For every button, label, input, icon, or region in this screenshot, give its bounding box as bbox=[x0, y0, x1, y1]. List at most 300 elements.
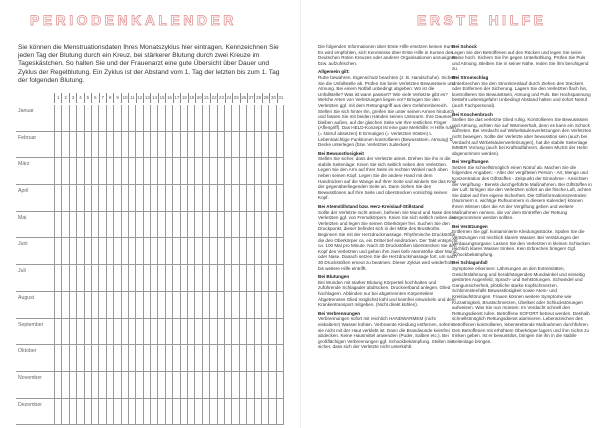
day-cell[interactable] bbox=[69, 399, 76, 425]
day-cell[interactable] bbox=[254, 345, 261, 371]
day-cell[interactable] bbox=[98, 372, 105, 398]
day-cell[interactable] bbox=[187, 372, 194, 398]
day-cell[interactable] bbox=[98, 265, 105, 291]
day-cell[interactable] bbox=[254, 399, 261, 425]
day-cell[interactable] bbox=[54, 238, 61, 264]
day-cell[interactable] bbox=[261, 185, 268, 211]
day-cell[interactable] bbox=[165, 212, 172, 238]
day-cell[interactable] bbox=[135, 345, 142, 371]
day-cell[interactable] bbox=[121, 319, 128, 345]
day-cell[interactable] bbox=[121, 372, 128, 398]
day-cell[interactable] bbox=[135, 265, 142, 291]
day-cell[interactable] bbox=[113, 319, 120, 345]
day-cell[interactable] bbox=[194, 212, 201, 238]
day-cell[interactable] bbox=[254, 132, 261, 158]
day-cell[interactable] bbox=[224, 132, 231, 158]
day-cell[interactable] bbox=[261, 212, 268, 238]
day-cell[interactable] bbox=[261, 132, 268, 158]
day-cell[interactable] bbox=[61, 292, 68, 318]
day-cell[interactable] bbox=[121, 265, 128, 291]
day-cell[interactable] bbox=[150, 292, 157, 318]
day-cell[interactable] bbox=[91, 292, 98, 318]
day-cell[interactable] bbox=[121, 132, 128, 158]
day-cell[interactable] bbox=[113, 212, 120, 238]
day-cell[interactable] bbox=[209, 265, 216, 291]
day-cell[interactable] bbox=[209, 185, 216, 211]
day-cell[interactable] bbox=[113, 345, 120, 371]
day-cell[interactable] bbox=[157, 212, 164, 238]
day-cell[interactable] bbox=[194, 105, 201, 131]
day-cell[interactable] bbox=[276, 399, 284, 425]
day-cell[interactable] bbox=[61, 212, 68, 238]
day-cell[interactable] bbox=[254, 158, 261, 184]
day-cell[interactable] bbox=[209, 158, 216, 184]
day-cell[interactable] bbox=[268, 265, 275, 291]
day-cell[interactable] bbox=[231, 185, 238, 211]
day-cell[interactable] bbox=[121, 105, 128, 131]
day-cell[interactable] bbox=[276, 372, 284, 398]
day-cell[interactable] bbox=[69, 265, 76, 291]
day-cell[interactable] bbox=[165, 132, 172, 158]
day-cell[interactable] bbox=[194, 292, 201, 318]
day-cell[interactable] bbox=[246, 292, 253, 318]
day-cell[interactable] bbox=[128, 399, 135, 425]
day-cell[interactable] bbox=[150, 319, 157, 345]
day-cell[interactable] bbox=[261, 238, 268, 264]
day-cell[interactable] bbox=[69, 185, 76, 211]
day-cell[interactable] bbox=[239, 399, 246, 425]
day-cell[interactable] bbox=[128, 158, 135, 184]
day-cell[interactable] bbox=[246, 185, 253, 211]
day-cell[interactable] bbox=[143, 212, 150, 238]
day-cell[interactable] bbox=[157, 185, 164, 211]
day-cell[interactable] bbox=[76, 212, 83, 238]
day-cell[interactable] bbox=[143, 132, 150, 158]
day-cell[interactable] bbox=[106, 132, 113, 158]
day-cell[interactable] bbox=[180, 132, 187, 158]
day-cell[interactable] bbox=[84, 372, 91, 398]
day-cell[interactable] bbox=[143, 105, 150, 131]
day-cell[interactable] bbox=[165, 105, 172, 131]
day-cell[interactable] bbox=[98, 238, 105, 264]
day-cell[interactable] bbox=[91, 105, 98, 131]
day-cell[interactable] bbox=[98, 105, 105, 131]
day-cell[interactable] bbox=[217, 158, 224, 184]
day-cell[interactable] bbox=[239, 265, 246, 291]
day-cell[interactable] bbox=[187, 319, 194, 345]
day-cell[interactable] bbox=[69, 292, 76, 318]
day-cell[interactable] bbox=[202, 372, 209, 398]
day-cell[interactable] bbox=[143, 238, 150, 264]
day-cell[interactable] bbox=[261, 105, 268, 131]
day-cell[interactable] bbox=[276, 185, 284, 211]
day-cell[interactable] bbox=[106, 212, 113, 238]
day-cell[interactable] bbox=[150, 212, 157, 238]
day-cell[interactable] bbox=[106, 399, 113, 425]
day-cell[interactable] bbox=[76, 372, 83, 398]
day-cell[interactable] bbox=[61, 105, 68, 131]
day-cell[interactable] bbox=[172, 105, 179, 131]
day-cell[interactable] bbox=[165, 345, 172, 371]
day-cell[interactable] bbox=[128, 372, 135, 398]
day-cell[interactable] bbox=[76, 319, 83, 345]
day-cell[interactable] bbox=[276, 292, 284, 318]
day-cell[interactable] bbox=[84, 212, 91, 238]
day-cell[interactable] bbox=[180, 158, 187, 184]
day-cell[interactable] bbox=[84, 105, 91, 131]
day-cell[interactable] bbox=[106, 319, 113, 345]
day-cell[interactable] bbox=[135, 319, 142, 345]
day-cell[interactable] bbox=[84, 292, 91, 318]
day-cell[interactable] bbox=[165, 265, 172, 291]
day-cell[interactable] bbox=[209, 132, 216, 158]
day-cell[interactable] bbox=[106, 345, 113, 371]
day-cell[interactable] bbox=[150, 238, 157, 264]
day-cell[interactable] bbox=[98, 345, 105, 371]
day-cell[interactable] bbox=[231, 399, 238, 425]
day-cell[interactable] bbox=[217, 132, 224, 158]
day-cell[interactable] bbox=[209, 399, 216, 425]
day-cell[interactable] bbox=[91, 132, 98, 158]
day-cell[interactable] bbox=[261, 319, 268, 345]
day-cell[interactable] bbox=[172, 372, 179, 398]
day-cell[interactable] bbox=[224, 372, 231, 398]
day-cell[interactable] bbox=[106, 265, 113, 291]
day-cell[interactable] bbox=[202, 158, 209, 184]
day-cell[interactable] bbox=[217, 399, 224, 425]
day-cell[interactable] bbox=[246, 105, 253, 131]
day-cell[interactable] bbox=[246, 319, 253, 345]
day-cell[interactable] bbox=[187, 212, 194, 238]
day-cell[interactable] bbox=[217, 292, 224, 318]
day-cell[interactable] bbox=[254, 372, 261, 398]
day-cell[interactable] bbox=[98, 399, 105, 425]
day-cell[interactable] bbox=[261, 372, 268, 398]
day-cell[interactable] bbox=[217, 372, 224, 398]
day-cell[interactable] bbox=[194, 372, 201, 398]
day-cell[interactable] bbox=[202, 265, 209, 291]
day-cell[interactable] bbox=[128, 345, 135, 371]
day-cell[interactable] bbox=[98, 185, 105, 211]
day-cell[interactable] bbox=[113, 399, 120, 425]
day-cell[interactable] bbox=[172, 238, 179, 264]
day-cell[interactable] bbox=[84, 132, 91, 158]
day-cell[interactable] bbox=[268, 238, 275, 264]
day-cell[interactable] bbox=[231, 372, 238, 398]
day-cell[interactable] bbox=[239, 238, 246, 264]
day-cell[interactable] bbox=[180, 265, 187, 291]
day-cell[interactable] bbox=[54, 345, 61, 371]
day-cell[interactable] bbox=[69, 105, 76, 131]
day-cell[interactable] bbox=[121, 238, 128, 264]
day-cell[interactable] bbox=[150, 185, 157, 211]
day-cell[interactable] bbox=[143, 345, 150, 371]
day-cell[interactable] bbox=[69, 319, 76, 345]
day-cell[interactable] bbox=[224, 185, 231, 211]
day-cell[interactable] bbox=[54, 132, 61, 158]
day-cell[interactable] bbox=[268, 158, 275, 184]
day-cell[interactable] bbox=[150, 105, 157, 131]
day-cell[interactable] bbox=[194, 399, 201, 425]
day-cell[interactable] bbox=[69, 345, 76, 371]
day-cell[interactable] bbox=[180, 319, 187, 345]
day-cell[interactable] bbox=[165, 372, 172, 398]
day-cell[interactable] bbox=[172, 399, 179, 425]
day-cell[interactable] bbox=[224, 238, 231, 264]
day-cell[interactable] bbox=[172, 185, 179, 211]
day-cell[interactable] bbox=[231, 345, 238, 371]
day-cell[interactable] bbox=[217, 238, 224, 264]
day-cell[interactable] bbox=[172, 132, 179, 158]
day-cell[interactable] bbox=[202, 212, 209, 238]
day-cell[interactable] bbox=[135, 212, 142, 238]
day-cell[interactable] bbox=[246, 238, 253, 264]
day-cell[interactable] bbox=[157, 372, 164, 398]
day-cell[interactable] bbox=[172, 292, 179, 318]
day-cell[interactable] bbox=[135, 372, 142, 398]
day-cell[interactable] bbox=[61, 372, 68, 398]
day-cell[interactable] bbox=[239, 185, 246, 211]
day-cell[interactable] bbox=[194, 238, 201, 264]
day-cell[interactable] bbox=[150, 345, 157, 371]
day-cell[interactable] bbox=[172, 212, 179, 238]
day-cell[interactable] bbox=[239, 372, 246, 398]
day-cell[interactable] bbox=[135, 292, 142, 318]
day-cell[interactable] bbox=[246, 212, 253, 238]
day-cell[interactable] bbox=[276, 238, 284, 264]
day-cell[interactable] bbox=[187, 265, 194, 291]
day-cell[interactable] bbox=[61, 185, 68, 211]
day-cell[interactable] bbox=[268, 345, 275, 371]
day-cell[interactable] bbox=[246, 158, 253, 184]
day-cell[interactable] bbox=[61, 319, 68, 345]
day-cell[interactable] bbox=[121, 345, 128, 371]
day-cell[interactable] bbox=[143, 399, 150, 425]
day-cell[interactable] bbox=[128, 319, 135, 345]
day-cell[interactable] bbox=[91, 158, 98, 184]
day-cell[interactable] bbox=[165, 319, 172, 345]
day-cell[interactable] bbox=[217, 345, 224, 371]
day-cell[interactable] bbox=[113, 265, 120, 291]
day-cell[interactable] bbox=[128, 265, 135, 291]
day-cell[interactable] bbox=[276, 265, 284, 291]
day-cell[interactable] bbox=[217, 265, 224, 291]
day-cell[interactable] bbox=[106, 238, 113, 264]
day-cell[interactable] bbox=[150, 399, 157, 425]
day-cell[interactable] bbox=[268, 185, 275, 211]
day-cell[interactable] bbox=[239, 132, 246, 158]
day-cell[interactable] bbox=[76, 105, 83, 131]
day-cell[interactable] bbox=[209, 212, 216, 238]
day-cell[interactable] bbox=[54, 105, 61, 131]
day-cell[interactable] bbox=[76, 132, 83, 158]
day-cell[interactable] bbox=[224, 212, 231, 238]
day-cell[interactable] bbox=[276, 345, 284, 371]
day-cell[interactable] bbox=[224, 345, 231, 371]
day-cell[interactable] bbox=[150, 265, 157, 291]
day-cell[interactable] bbox=[194, 319, 201, 345]
day-cell[interactable] bbox=[217, 212, 224, 238]
day-cell[interactable] bbox=[128, 185, 135, 211]
day-cell[interactable] bbox=[268, 399, 275, 425]
day-cell[interactable] bbox=[231, 158, 238, 184]
day-cell[interactable] bbox=[61, 399, 68, 425]
day-cell[interactable] bbox=[91, 238, 98, 264]
day-cell[interactable] bbox=[254, 212, 261, 238]
day-cell[interactable] bbox=[224, 399, 231, 425]
day-cell[interactable] bbox=[276, 212, 284, 238]
day-cell[interactable] bbox=[106, 372, 113, 398]
day-cell[interactable] bbox=[113, 185, 120, 211]
day-cell[interactable] bbox=[84, 399, 91, 425]
day-cell[interactable] bbox=[135, 238, 142, 264]
day-cell[interactable] bbox=[231, 212, 238, 238]
day-cell[interactable] bbox=[261, 399, 268, 425]
day-cell[interactable] bbox=[135, 105, 142, 131]
day-cell[interactable] bbox=[172, 158, 179, 184]
day-cell[interactable] bbox=[224, 292, 231, 318]
day-cell[interactable] bbox=[209, 105, 216, 131]
day-cell[interactable] bbox=[217, 105, 224, 131]
day-cell[interactable] bbox=[246, 399, 253, 425]
day-cell[interactable] bbox=[76, 399, 83, 425]
day-cell[interactable] bbox=[187, 158, 194, 184]
day-cell[interactable] bbox=[239, 319, 246, 345]
day-cell[interactable] bbox=[217, 319, 224, 345]
day-cell[interactable] bbox=[172, 265, 179, 291]
day-cell[interactable] bbox=[239, 345, 246, 371]
day-cell[interactable] bbox=[172, 319, 179, 345]
day-cell[interactable] bbox=[261, 158, 268, 184]
day-cell[interactable] bbox=[224, 158, 231, 184]
day-cell[interactable] bbox=[54, 292, 61, 318]
day-cell[interactable] bbox=[276, 132, 284, 158]
day-cell[interactable] bbox=[157, 158, 164, 184]
day-cell[interactable] bbox=[98, 292, 105, 318]
day-cell[interactable] bbox=[128, 238, 135, 264]
day-cell[interactable] bbox=[209, 345, 216, 371]
day-cell[interactable] bbox=[76, 292, 83, 318]
day-cell[interactable] bbox=[231, 265, 238, 291]
day-cell[interactable] bbox=[194, 265, 201, 291]
day-cell[interactable] bbox=[98, 212, 105, 238]
day-cell[interactable] bbox=[202, 185, 209, 211]
day-cell[interactable] bbox=[113, 292, 120, 318]
day-cell[interactable] bbox=[98, 158, 105, 184]
day-cell[interactable] bbox=[187, 105, 194, 131]
day-cell[interactable] bbox=[165, 185, 172, 211]
day-cell[interactable] bbox=[135, 185, 142, 211]
day-cell[interactable] bbox=[61, 132, 68, 158]
day-cell[interactable] bbox=[165, 238, 172, 264]
day-cell[interactable] bbox=[180, 105, 187, 131]
day-cell[interactable] bbox=[61, 265, 68, 291]
day-cell[interactable] bbox=[135, 158, 142, 184]
day-cell[interactable] bbox=[180, 345, 187, 371]
day-cell[interactable] bbox=[180, 399, 187, 425]
day-cell[interactable] bbox=[76, 265, 83, 291]
day-cell[interactable] bbox=[113, 238, 120, 264]
day-cell[interactable] bbox=[224, 319, 231, 345]
day-cell[interactable] bbox=[268, 105, 275, 131]
day-cell[interactable] bbox=[69, 132, 76, 158]
day-cell[interactable] bbox=[61, 158, 68, 184]
day-cell[interactable] bbox=[113, 132, 120, 158]
day-cell[interactable] bbox=[180, 372, 187, 398]
day-cell[interactable] bbox=[150, 372, 157, 398]
day-cell[interactable] bbox=[54, 372, 61, 398]
day-cell[interactable] bbox=[165, 399, 172, 425]
day-cell[interactable] bbox=[165, 292, 172, 318]
day-cell[interactable] bbox=[143, 292, 150, 318]
day-cell[interactable] bbox=[276, 319, 284, 345]
day-cell[interactable] bbox=[157, 132, 164, 158]
day-cell[interactable] bbox=[202, 292, 209, 318]
day-cell[interactable] bbox=[76, 185, 83, 211]
day-cell[interactable] bbox=[113, 158, 120, 184]
day-cell[interactable] bbox=[54, 158, 61, 184]
day-cell[interactable] bbox=[84, 158, 91, 184]
day-cell[interactable] bbox=[180, 292, 187, 318]
day-cell[interactable] bbox=[224, 105, 231, 131]
day-cell[interactable] bbox=[157, 319, 164, 345]
day-cell[interactable] bbox=[187, 238, 194, 264]
day-cell[interactable] bbox=[135, 399, 142, 425]
day-cell[interactable] bbox=[231, 292, 238, 318]
day-cell[interactable] bbox=[128, 292, 135, 318]
day-cell[interactable] bbox=[157, 399, 164, 425]
day-cell[interactable] bbox=[187, 399, 194, 425]
day-cell[interactable] bbox=[106, 185, 113, 211]
day-cell[interactable] bbox=[76, 238, 83, 264]
day-cell[interactable] bbox=[276, 158, 284, 184]
day-cell[interactable] bbox=[202, 105, 209, 131]
day-cell[interactable] bbox=[91, 319, 98, 345]
day-cell[interactable] bbox=[268, 372, 275, 398]
day-cell[interactable] bbox=[231, 238, 238, 264]
day-cell[interactable] bbox=[172, 345, 179, 371]
day-cell[interactable] bbox=[91, 265, 98, 291]
day-cell[interactable] bbox=[202, 132, 209, 158]
day-cell[interactable] bbox=[106, 105, 113, 131]
day-cell[interactable] bbox=[157, 292, 164, 318]
day-cell[interactable] bbox=[91, 372, 98, 398]
day-cell[interactable] bbox=[54, 212, 61, 238]
day-cell[interactable] bbox=[113, 372, 120, 398]
day-cell[interactable] bbox=[180, 212, 187, 238]
day-cell[interactable] bbox=[194, 345, 201, 371]
day-cell[interactable] bbox=[187, 292, 194, 318]
day-cell[interactable] bbox=[61, 345, 68, 371]
day-cell[interactable] bbox=[254, 319, 261, 345]
day-cell[interactable] bbox=[91, 345, 98, 371]
day-cell[interactable] bbox=[246, 265, 253, 291]
day-cell[interactable] bbox=[157, 265, 164, 291]
day-cell[interactable] bbox=[69, 372, 76, 398]
day-cell[interactable] bbox=[143, 158, 150, 184]
day-cell[interactable] bbox=[150, 158, 157, 184]
day-cell[interactable] bbox=[69, 158, 76, 184]
day-cell[interactable] bbox=[261, 265, 268, 291]
day-cell[interactable] bbox=[187, 185, 194, 211]
day-cell[interactable] bbox=[239, 212, 246, 238]
day-cell[interactable] bbox=[91, 399, 98, 425]
day-cell[interactable] bbox=[54, 265, 61, 291]
day-cell[interactable] bbox=[128, 132, 135, 158]
day-cell[interactable] bbox=[121, 212, 128, 238]
day-cell[interactable] bbox=[254, 292, 261, 318]
day-cell[interactable] bbox=[157, 345, 164, 371]
